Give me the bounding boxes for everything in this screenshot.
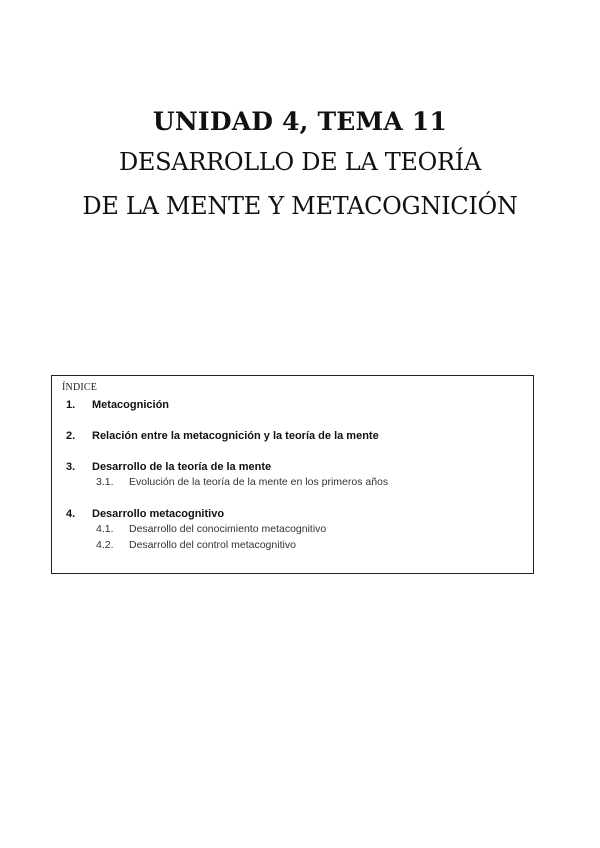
topic-title-line-1: DESARROLLO DE LA TEORÍA [118, 148, 481, 176]
toc-section-number: 4. [66, 508, 76, 520]
toc-section-title: Desarrollo de la teoría de la mente [92, 461, 272, 473]
title-block [0, 104, 600, 228]
toc-subsection-title: Evolución de la teoría de la mente en los primeros años [129, 476, 389, 488]
toc-subsection-number: 3.1. [96, 476, 114, 488]
toc-section-number: 3. [66, 461, 76, 473]
toc-subsection-title: Desarrollo del conocimiento metacognitivo [129, 523, 327, 535]
toc-section-title: Relación entre la metacognición y la teoría de la mente [92, 430, 379, 442]
toc-subsection-number: 4.1. [96, 523, 114, 535]
toc-section-number: 1. [66, 399, 76, 411]
toc-subsection-title: Desarrollo del control metacognitivo [129, 539, 296, 551]
topic-title-line-2: DE LA MENTE Y METACOGNICIÓN [82, 192, 518, 220]
toc-subsection-number: 4.2. [96, 539, 114, 551]
toc-section-number: 2. [66, 430, 76, 442]
unit-heading: UNIDAD 4, TEMA 11 [152, 107, 448, 136]
toc-section-title: Metacognición [92, 399, 170, 411]
index-label: ÍNDICE [62, 382, 98, 393]
table-of-contents [51, 375, 534, 574]
toc-section-title: Desarrollo metacognitivo [92, 508, 225, 520]
